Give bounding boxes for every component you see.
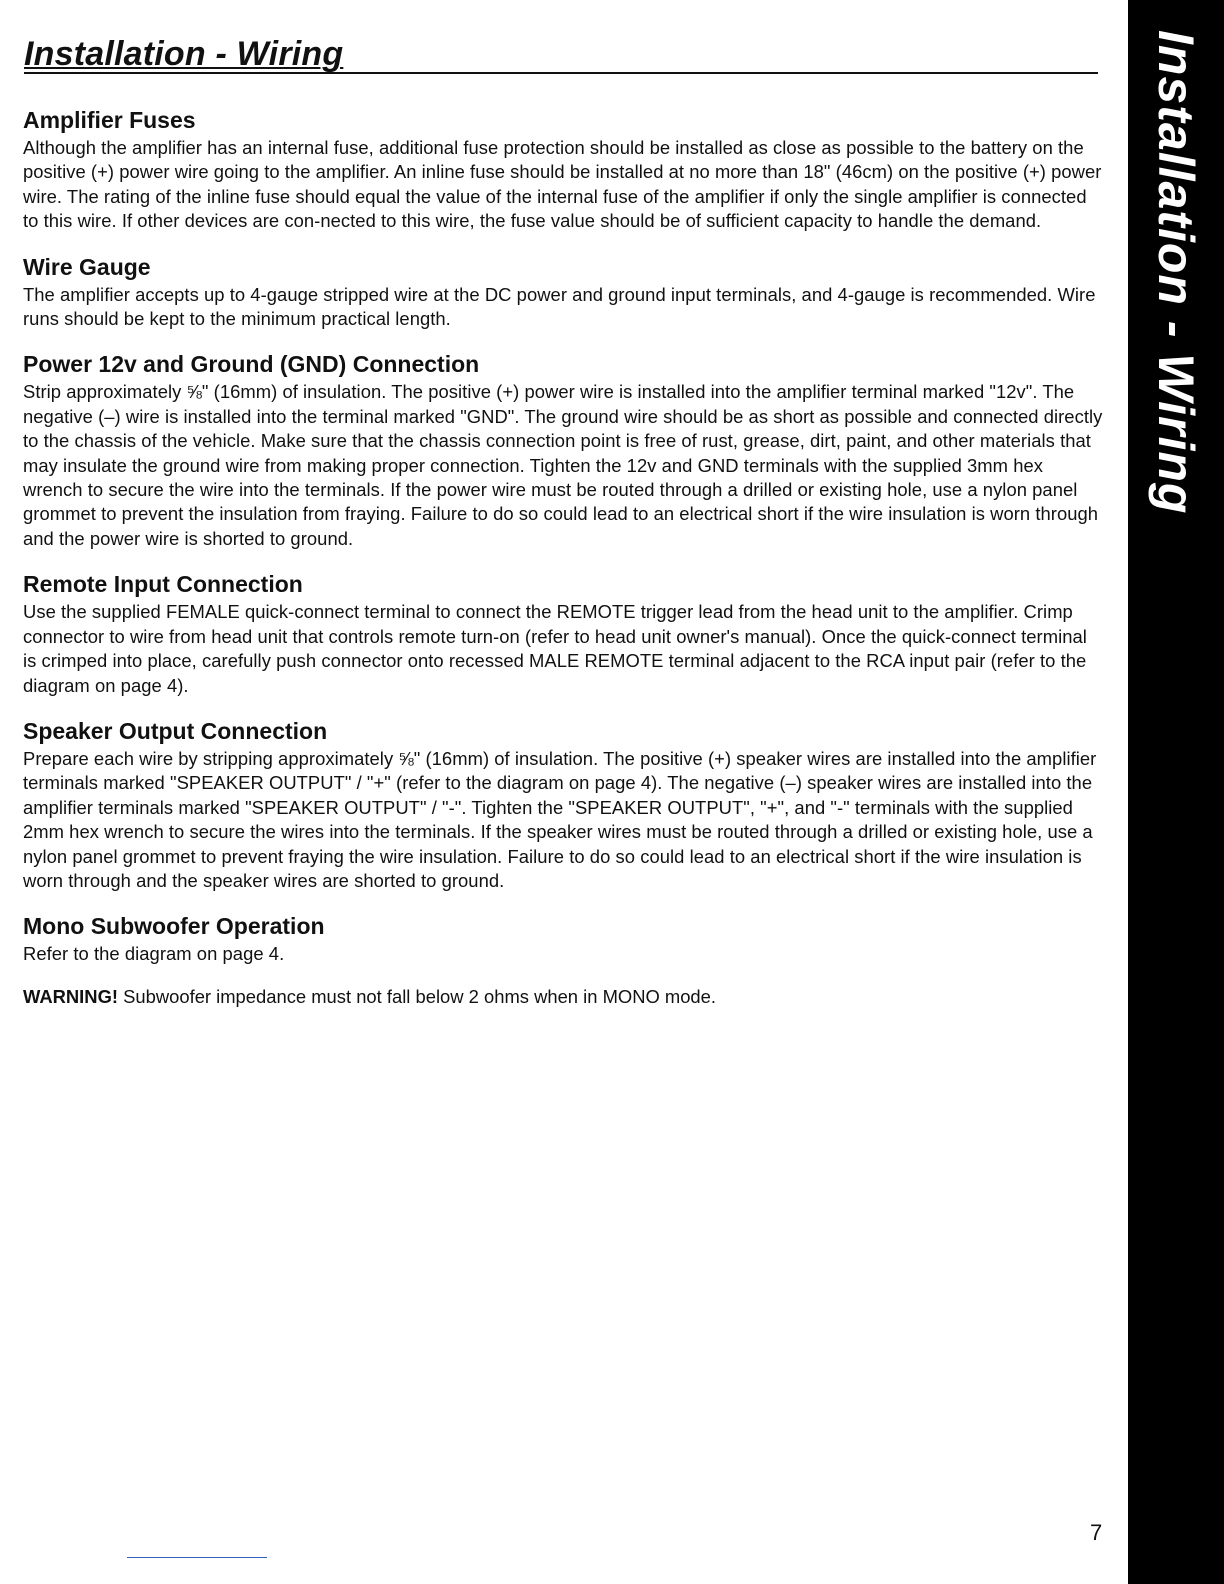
page-number: 7 <box>1090 1520 1103 1545</box>
main-content <box>23 105 1105 1009</box>
section-wire-gauge <box>23 252 1105 332</box>
warning-note <box>23 985 1105 1009</box>
section-body: Strip approximately ⅝" (16mm) of insulation. The positive (+) power wire is installed into the amplifier terminal marked "12v". The negative (–) wire is installed into the terminal marked "GND". The ground wire should be as short as possible and connected directly to the chassis of the vehicle. Make sure that the chassis connection point is free of rust, grease, dirt, paint, and other materials that may insulate the ground wire from making proper connection. Tighten the 12v and GND terminals with the supplied 3mm hex wrench to secure the wire into the terminals. If the power wire must be routed through a drilled or existing hole, use a nylon panel grommet to prevent the insulation from fraying. Failure to do so could lead to an electrical short if the wire insulation is worn through and the power wire is shorted to ground. <box>23 381 1103 549</box>
footer-divider <box>127 1557 267 1558</box>
section-mono-subwoofer-operation <box>23 911 1105 966</box>
section-body: Although the amplifier has an internal fuse, additional fuse protection should be installed as close as possible to the battery on the positive (+) power wire going to the amplifier. An inline fuse should be installed at no more than 18" (46cm) on the positive (+) power wire. The rating of the inline fuse should equal the value of the internal fuse of the amplifier if only the single amplifier is connected to this wire. If other devices are con-nected to this wire, the fuse value should be of sufficient capacity to handle the demand. <box>23 137 1102 232</box>
title-divider <box>24 72 1098 74</box>
section-body: Use the supplied FEMALE quick-connect terminal to connect the REMOTE trigger lead from the head unit to the amplifier. Crimp connector to wire from head unit that controls remote turn-on (refer to head unit owner's manual). Once the quick-connect terminal is crimped into place, carefully push connector onto recessed MALE REMOTE terminal adjacent to the RCA input pair (refer to the diagram on page 4). <box>23 601 1087 696</box>
section-body: Refer to the diagram on page 4. <box>23 943 285 965</box>
section-heading: Power 12v and Ground (GND) Connection <box>23 351 480 378</box>
warning-text: Subwoofer impedance must not fall below 2 ohms when in MONO mode. <box>118 985 716 1007</box>
section-heading: Speaker Output Connection <box>23 717 328 744</box>
section-speaker-output-connection <box>23 716 1105 893</box>
warning-label: WARNING! <box>23 985 119 1007</box>
section-body: Prepare each wire by stripping approximately ⅝" (16mm) of insulation. The positive (+) speaker wires are installed into the amplifier terminals marked "SPEAKER OUTPUT" / "+" (refer to the diagram on page 4). The negative (–) speaker wires are installed into the amplifier terminals marked "SPEAKER OUTPUT" / "-". Tighten the "SPEAKER OUTPUT", "+", and "-" terminals with the supplied 2mm hex wrench to secure the wires into the terminals. If the speaker wires must be routed through a drilled or existing hole, use a nylon panel grommet to prevent fraying the wire insulation. Failure to do so could lead to an electrical short if the wire insulation is worn through and the speaker wires are shorted to ground. <box>23 747 1097 891</box>
section-amplifier-fuses <box>23 105 1105 234</box>
section-power-ground-connection <box>23 349 1105 551</box>
section-heading: Amplifier Fuses <box>23 107 196 133</box>
side-tab <box>1128 0 1224 1584</box>
section-body: The amplifier accepts up to 4-gauge stripped wire at the DC power and ground input terminals, and 4-gauge is recommended. Wire runs should be kept to the minimum practical length. <box>23 283 1096 330</box>
section-heading: Wire Gauge <box>23 253 151 280</box>
page-title: Installation - Wiring <box>24 35 344 73</box>
side-tab-label: Installation - Wiring <box>1148 30 1204 515</box>
section-heading: Mono Subwoofer Operation <box>23 913 325 940</box>
section-remote-input-connection <box>23 569 1105 698</box>
section-heading: Remote Input Connection <box>23 571 303 598</box>
